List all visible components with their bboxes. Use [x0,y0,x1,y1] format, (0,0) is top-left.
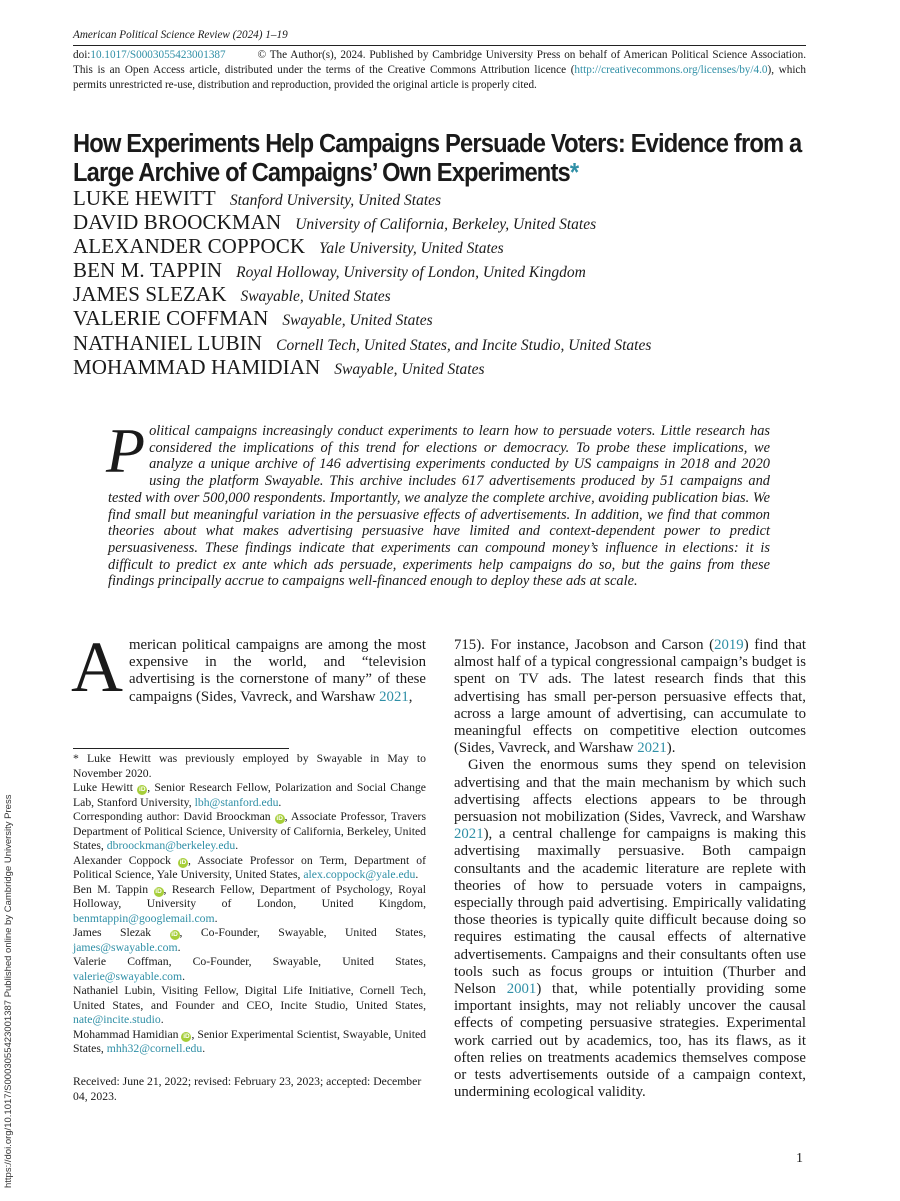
footnote [73,926,426,955]
footnote [73,752,426,781]
body-drop-cap: A [71,627,123,707]
title-footnote-mark[interactable]: * [569,159,579,187]
citation-link[interactable]: 2021 [637,740,667,757]
body-text-span: ), a central challenge for campaigns is making this advertising maximally persuasive. Both campaign consultants and the academic literature are replete with theories of how to persuade voters in campaigns, especially through paid advertising. Empirically validating those theories is typically quite difficult because doing so requires estimating the causal effects of alternative advertisements. Campaigns and their consultants often use tools such as focus groups or intuition (Thurber and Nelson [454,826,806,998]
doi-prefix: doi: [73,49,91,61]
email-link[interactable]: dbroockman@berkeley.edu [106,839,236,852]
license-url-link[interactable]: http://creativecommons.org/licenses/by/4.0 [574,64,768,77]
orcid-icon[interactable]: iD [155,887,162,895]
footnote-punct: . [182,969,186,983]
footnote-text: , Associate Professor, Travers Department of Political Science, University of California, Berkeley, United States, [73,810,426,852]
footnote [73,1028,426,1057]
footnote-text: Luke Hewitt [73,781,134,794]
orcid-icon[interactable]: iD [179,858,187,866]
doi-sidebar-link[interactable]: https://doi.org/10.1017/S0003055423001387 Published online by Cambridge University Press [3,794,14,1188]
author-row [73,306,651,330]
body-text-span: 715). For instance, Jacobson and Carson ( [454,637,715,653]
body-column-right [454,637,806,1101]
orcid-icon[interactable]: iD [276,815,283,822]
orcid-icon[interactable]: iD [183,1032,190,1040]
author-row [73,355,651,379]
body-text-span: ). [666,740,676,757]
footnote-punct: . [202,1042,206,1055]
footnote-text: Mohammad Hamidian [73,1027,179,1041]
doi-link[interactable]: 10.1017/S0003055423001387 [90,49,226,61]
email-link[interactable]: valerie@swayable.com [73,969,183,983]
footnote-punct: . [214,911,218,925]
body-punct: , [408,688,413,705]
orcid-icon[interactable]: iD [139,786,146,793]
author-name: DAVID BROOCKMAN [73,210,282,235]
license-text-b: ), which permits unrestricted re-use, distribution and reproduction, provided the original article is properly cited. [73,64,806,92]
journal-header: American Political Science Review (2024) 1–19 [73,29,288,41]
footnote-text: Corresponding author: David Broockman [73,810,271,823]
footnote-text: Nathaniel Lubin [73,984,153,997]
footnote-text: Ben M. Tappin [73,882,149,896]
license-block [73,48,806,94]
abstract [106,415,770,590]
email-link[interactable]: lbh@stanford.edu [194,795,279,809]
author-name: ALEXANDER COPPOCK [73,234,306,259]
citation-link[interactable]: 2019 [714,637,744,653]
footnote-text: James Slezak [73,926,152,939]
email-link[interactable]: benmtappin@googlemail.com [73,911,215,925]
footnote-text: , Associate Professor on Term, Department of Political Science, Yale University, United States, [73,853,427,881]
footnote-text: * Luke Hewitt was previously employed by Swayable in May to November 2020. [73,752,426,780]
abstract-text: olitical campaigns increasingly conduct experiments to learn how to persuade voters. Little research has considered the implications of this trend for elections or democracy. To probe these implications, we analyze a unique archive of 146 advertising experiments conducted by US campaigns in 2018 and 2020 using the platform Swayable. This archive includes 617 advertisements produced by 51 campaigns and tested with over 500,000 respondents. Importantly, we analyze the complete archive, avoiding publication bias. We find small but meaningful variation in the persuasive effects of advertisements. In addition, we find that common theories about what makes advertising persuasive have limited and context-dependent power to predict persuasiveness. These findings indicate that experiments can compound money’s influence in elections: it is difficult to predict ex ante which ads persuade, experiments help campaigns do so, but the gains from these findings principally accrue to campaigns well-financed enough to deploy these ads at scale. [108,423,770,590]
author-affiliation: Cornell Tech, United States, and Incite Studio, United States [276,336,652,354]
footnote-text: , Visiting Fellow, Digital Life Initiative, Cornell Tech, United States, and Founder and CEO, Incite Studio, United States, [73,984,426,1012]
author-affiliation: Swayable, United States [240,288,391,306]
author-affiliation: Stanford University, United States [229,192,442,209]
footnote-text: , Senior Research Fellow, Polarization and Social Change Lab, Stanford University, [73,781,426,809]
author-row [73,234,651,258]
body-text-span: Given the enormous sums they spend on television advertising and that the main mechanism by which such advertising affects elections appears to be through persuasion not mobilization (Sides, Vavreck, and Warshaw [454,757,806,826]
author-affiliation: University of California, Berkeley, United States [295,216,597,234]
citation-link[interactable]: 2021 [379,688,409,705]
citation-link[interactable]: 2001 [506,981,537,998]
author-row [73,258,651,282]
footnote [73,810,426,854]
footnote-punct: . [177,940,181,954]
page-number: 1 [796,1151,803,1166]
email-link[interactable]: james@swayable.com [73,940,178,954]
author-name: JAMES SLEZAK [73,282,227,307]
footnote [73,781,426,810]
author-row [73,282,651,306]
header-rule [73,45,806,46]
footnote [73,883,426,927]
footnote-text: , Co-Founder, Swayable, United States, [179,926,427,939]
body-paragraph [454,757,806,1101]
body-paragraph: merican political campaigns are among the most expensive in the world, and “television advertising is the cornerstone of many” of these campaigns (Sides, Vavreck, and Warshaw [129,637,426,705]
footnote-text: Valerie Coffman [73,955,169,968]
email-link[interactable]: mhh32@cornell.edu [106,1042,203,1055]
author-name: NATHANIEL LUBIN [73,330,263,355]
author-name: BEN M. TAPPIN [73,258,223,283]
author-row [73,186,651,210]
footnote [73,955,426,984]
body-column-left [71,627,426,707]
email-link[interactable]: nate@incite.studio [73,1013,161,1026]
author-affiliation: Yale University, United States [319,240,504,258]
author-affiliation: Royal Holloway, University of London, United Kingdom [236,264,586,282]
footnote-punct: . [235,839,239,852]
author-row [73,210,651,234]
footnote-text: , Co-Founder, Swayable, United States, [168,955,426,968]
body-text-span: ) find that almost half of a typical congressional campaign’s budget is spent on TV ads. The latest research finds that this advertising has small per-person persuasive effects that, across a large amount of advertising, can accumulate to meaningful effects on competitive election outcomes (Sides, Vavreck, and Warshaw [454,637,806,757]
body-text-span: ) that, while potentially providing some important insights, may not reliably uncover the causal effects of competing persuasive strategies. Experimental work carried out by academics, too, has its flaws, as it often relies on treatments academics themselves compose or tests advertisements outside of a campaign context, undermining ecological validity. [454,981,806,1101]
footnote [73,854,426,883]
footnotes [73,752,426,1057]
footnote-punct: . [160,1013,164,1026]
footnote-text: Alexander Coppock [73,853,171,867]
footnote-punct: . [415,868,419,881]
author-name: LUKE HEWITT [73,186,216,210]
body-paragraph [454,637,806,757]
footnote-text: , Senior Experimental Scientist, Swayable, United States, [73,1027,426,1055]
article-title-text: How Experiments Help Campaigns Persuade Voters: Evidence from a Large Archive of Campaigns’ Own Experiments [73,130,802,187]
author-affiliation: Swayable, United States [282,312,433,330]
author-list [73,186,651,379]
abstract-drop-cap: P [106,415,146,486]
footnote [73,984,426,1028]
author-name: VALERIE COFFMAN [73,306,269,331]
footnote-text: , Research Fellow, Department of Psychology, Royal Holloway, University of London, United Kingdom, [73,882,426,910]
orcid-icon[interactable]: iD [171,931,178,938]
received-dates: Received: June 21, 2022; revised: February 23, 2023; accepted: December 04, 2023. [73,1075,422,1103]
author-name: MOHAMMAD HAMIDIAN [73,354,321,379]
license-text-a: © The Author(s), 2024. Published by Cambridge University Press on behalf of American Political Science Association. This is an Open Access article, distributed under the terms of the Creative Commons Attribution licence ( [73,49,806,77]
footnote-punct: . [278,795,282,809]
footnote-rule [73,748,289,749]
email-link[interactable]: alex.coppock@yale.edu [303,868,416,881]
citation-link[interactable]: 2021 [454,826,484,843]
author-affiliation: Swayable, United States [334,360,485,378]
author-row [73,331,651,355]
article-title [73,130,817,188]
